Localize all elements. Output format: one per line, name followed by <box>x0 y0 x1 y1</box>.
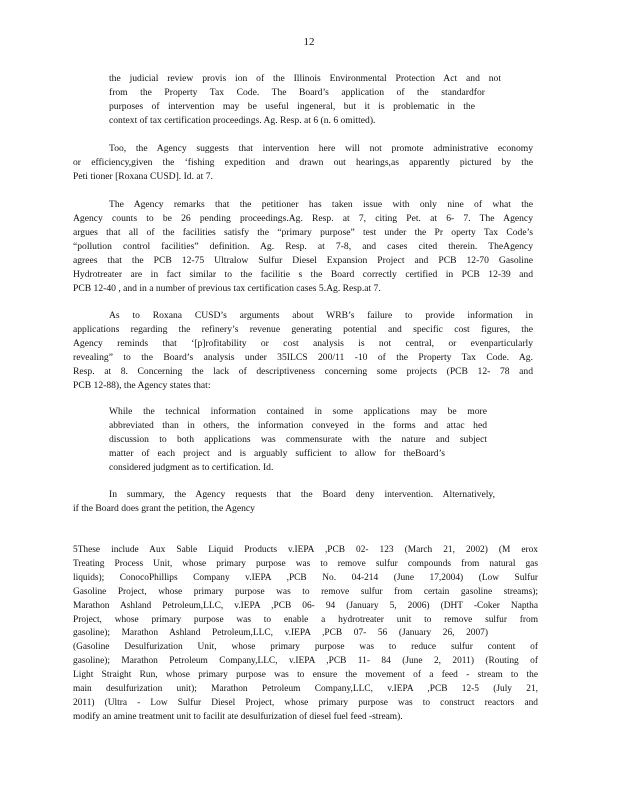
text-line: applications regarding the refinery’s revenue generating potential and specific cost figures, the <box>73 324 533 335</box>
block-quote <box>109 405 487 475</box>
text-line: matter of each project and is arguably sufficient to allow for theBoard’s <box>109 448 445 459</box>
text-line: Agency reminds that ‘[p]rofitability or cost analysis is not central, or evenparticularly <box>73 338 533 349</box>
text-line: agrees that the PCB 12-75 Ultralow Sulfur Diesel Expansion Project and PCB 12-70 Gasoline <box>73 255 533 266</box>
text-line: (Gasoline Desulfurization Unit, whose primary purpose was to reduce sulfur content of <box>73 642 538 653</box>
text-line: Resp. at 8. Concerning the lack of descriptiveness concerning some projects (PCB 12- 78 and <box>73 366 533 377</box>
text-line: modify an amine treatment unit to facilit ate desulfurization of diesel fuel feed -stream). <box>73 711 403 722</box>
text-line: revealing” to the Board’s analysis under 35ILCS 200/11 -10 of the Property Tax Code. Ag. <box>73 352 533 363</box>
text-line: Gasoline Project, whose primary purpose was to remove sulfur from certain gasoline streams); <box>73 586 538 597</box>
text-line: In summary, the Agency requests that the Board deny intervention. Alternatively, <box>109 489 495 500</box>
text-line: if the Board does grant the petition, the Agency <box>73 503 255 514</box>
quote-continuation <box>109 72 501 128</box>
text-line: “pollution control facilities” definition. Ag. Resp. at 7-8, and cases cited therein. TheAgency <box>73 241 533 252</box>
text-line: 2011) (Ultra - Low Sulfur Diesel Project, whose primary purpose was to construct reactors and <box>73 697 538 708</box>
text-line: abbreviated than in others, the information conveyed in the forms and attac hed <box>109 420 487 431</box>
text-line: gasoline); Marathon Petroleum Company,LLC, v.IEPA ,PCB 11- 84 (June 2, 2011) (Routing of <box>73 656 538 667</box>
text-line: Treating Process Unit, whose primary purpose was to remove sulfur compounds from natural gas <box>73 558 538 569</box>
page-number: 12 <box>303 36 315 48</box>
paragraph-fishing-expedition <box>73 142 533 184</box>
text-line: The Agency remarks that the petitioner has taken issue with only nine of what the <box>109 199 533 210</box>
text-line: from the Property Tax Code. The Board’s application of the standardfor <box>109 87 485 98</box>
footnote-5 <box>73 544 538 725</box>
text-line: liquids); ConocoPhillips Company v.IEPA ,PCB No. 04-214 (June 17,2004) (Low Sulfur <box>73 572 538 583</box>
text-line: Marathon Ashland Petroleum,LLC, v.IEPA ,PCB 06- 94 (January 5, 2006) (DHT -Coker Naptha <box>73 600 538 611</box>
text-line: gasoline); Marathon Ashland Petroleum,LLC, v.IEPA ,PCB 07- 56 (January 26, 2007) <box>73 628 488 639</box>
text-line: PCB 12-40 , and in a number of previous tax certification cases 5.Ag. Resp.at 7. <box>73 283 381 294</box>
text-line: Light Straight Run, whose primary purpose was to ensure the movement of a feed - stream to the <box>73 670 538 681</box>
text-line: Peti tioner [Roxana CUSD]. Id. at 7. <box>73 171 213 182</box>
paragraph-roxana-arguments <box>73 309 533 393</box>
text-line: main desulfurization unit); Marathon Petroleum Company,LLC, v.IEPA ,PCB 12-5 (July 21, <box>73 684 538 695</box>
paragraph-summary <box>73 488 495 516</box>
text-line: or efficiency,given the ‘fishing expedition and drawn out hearings,as apparently pictured by the <box>73 157 533 168</box>
text-line: argues that all of the facilities satisfy the “primary purpose” test under the Pr operty Tax Code’s <box>73 227 533 238</box>
text-line: 5These include Aux Sable Liquid Products v.IEPA ,PCB 02- 123 (March 21, 2002) (M erox <box>73 545 538 555</box>
text-line: context of tax certification proceedings. Ag. Resp. at 6 (n. 6 omitted). <box>109 115 376 126</box>
text-line: the judicial review provis ion of the Illinois Environmental Protection Act and not <box>109 73 501 84</box>
text-line: PCB 12-88), the Agency states that: <box>73 380 211 391</box>
text-line: Agency counts to be 26 pending proceedings.Ag. Resp. at 7, citing Pet. at 6- 7. The Agency <box>73 213 533 224</box>
paragraph-agency-remarks <box>73 198 533 296</box>
text-line: discussion to both applications was commensurate with the nature and subject <box>109 434 487 445</box>
text-line: Project, whose primary purpose was to enable a hydrotreater unit to remove sulfur from <box>73 614 538 625</box>
text-line: considered judgment as to certification. Id. <box>109 462 274 473</box>
text-line: Hydrotreater are in fact similar to the facilitie s the Board correctly certified in PCB 12-39 and <box>73 269 533 280</box>
text-line: purposes of intervention may be useful ingeneral, but it is problematic in the <box>109 101 475 112</box>
text-line: Too, the Agency suggests that intervention here will not promote administrative economy <box>109 143 533 154</box>
text-line: As to Roxana CUSD’s arguments about WRB’s failure to provide information in <box>109 310 533 321</box>
text-line: While the technical information contained in some applications may be more <box>109 406 487 417</box>
